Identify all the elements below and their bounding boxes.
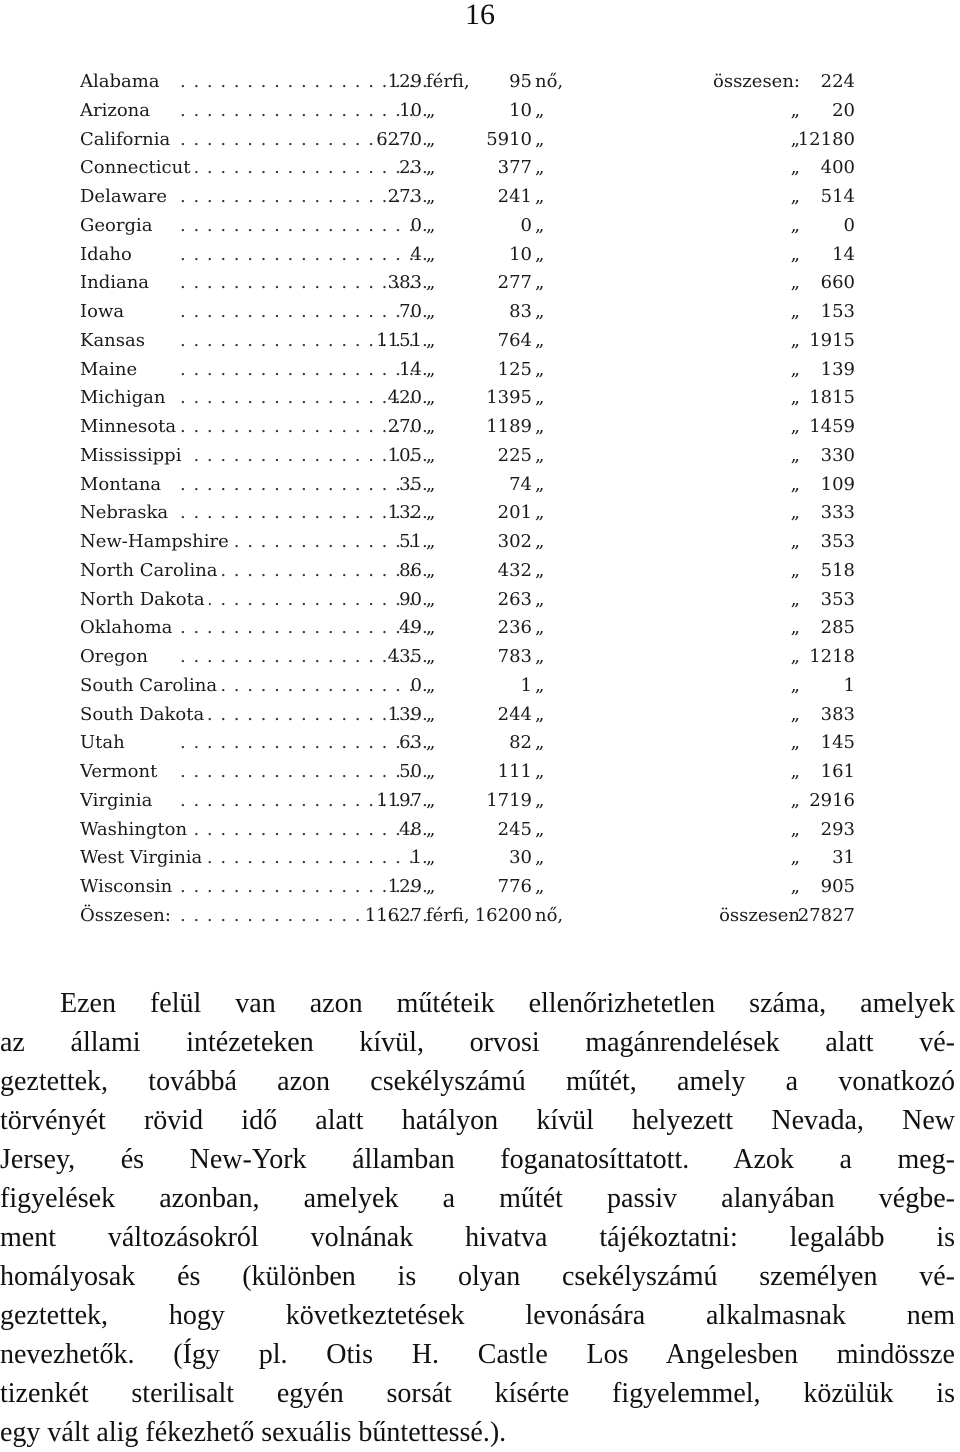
- men-unit: „: [426, 444, 436, 466]
- women-unit: „: [535, 732, 545, 754]
- state-name: [80, 241, 260, 270]
- women-unit: „: [535, 186, 545, 207]
- women-unit: „: [535, 329, 545, 351]
- table-row: [80, 154, 880, 183]
- state-name: [80, 154, 260, 183]
- table-row: [80, 212, 880, 241]
- men-count: 132: [387, 502, 422, 524]
- men-count: 1: [410, 847, 422, 869]
- table-row: [80, 614, 880, 643]
- women-unit: „: [535, 502, 545, 524]
- men-count: 0: [410, 674, 422, 696]
- women-unit: „: [535, 358, 545, 380]
- total-count: 145: [820, 732, 855, 754]
- women-unit: „: [535, 818, 545, 840]
- men-unit: „: [426, 559, 436, 581]
- total-unit: „: [790, 99, 800, 121]
- state-name: [80, 672, 260, 701]
- women-count: 236: [497, 617, 532, 639]
- paragraph-line: ment változásokról volnának hivatva tájékoztatni: legalább is: [0, 1222, 955, 1253]
- state-label: Mississippi: [80, 445, 185, 466]
- total-unit: „: [790, 789, 800, 811]
- men-unit: „: [426, 818, 436, 840]
- women-count: 776: [497, 876, 532, 897]
- paragraph-line: figyelések azonban, amelyek a műtét passiv alanyában végbe-: [0, 1183, 955, 1214]
- men-count: 0: [410, 214, 422, 236]
- men-count: 86: [399, 559, 422, 581]
- men-unit: „: [426, 416, 436, 437]
- total-count: 353: [820, 531, 855, 552]
- total-count: 27827: [797, 904, 855, 926]
- men-count: 273: [387, 186, 422, 207]
- women-count: 111: [497, 761, 532, 782]
- women-count: 95: [509, 71, 532, 92]
- state-label: California: [80, 129, 174, 150]
- men-count: 90: [399, 588, 422, 610]
- women-count: 1395: [486, 387, 532, 409]
- state-name: [80, 212, 260, 241]
- total-count: 400: [820, 157, 855, 179]
- women-unit: „: [535, 674, 545, 696]
- women-count: 30: [509, 847, 532, 869]
- total-count: 353: [820, 588, 855, 610]
- total-unit: „: [790, 301, 800, 322]
- total-count: 518: [820, 559, 855, 581]
- state-name: [80, 413, 260, 442]
- table-row: [80, 701, 880, 730]
- women-unit: „: [535, 272, 545, 294]
- table-row: [80, 126, 880, 155]
- men-count: 63: [399, 732, 422, 754]
- men-unit: „: [426, 387, 436, 409]
- state-label: South Carolina: [80, 675, 221, 696]
- women-unit: „: [535, 128, 545, 150]
- women-count: 377: [497, 157, 532, 179]
- total-unit: „: [790, 358, 800, 380]
- men-unit: „: [426, 789, 436, 811]
- state-label: North Carolina: [80, 560, 222, 581]
- total-count: 153: [820, 301, 855, 322]
- women-unit: nő,: [535, 904, 564, 926]
- state-name: [80, 557, 260, 586]
- state-name: [80, 902, 260, 931]
- women-unit: „: [535, 789, 545, 811]
- total-unit: „: [790, 329, 800, 351]
- state-label: Maine: [80, 359, 141, 380]
- total-unit: „: [790, 674, 800, 696]
- men-count: 270: [387, 416, 422, 437]
- state-name: [80, 327, 260, 356]
- state-name: [80, 758, 260, 787]
- table-row: [80, 327, 880, 356]
- women-count: 10: [509, 99, 532, 121]
- state-label: Arizona: [80, 100, 154, 121]
- paragraph-line: geztettek, hogy következtetések levonására alkalmasnak nem: [0, 1300, 955, 1331]
- table-row: [80, 241, 880, 270]
- state-label: Iowa: [80, 301, 128, 322]
- total-count: 905: [820, 876, 855, 897]
- state-name: [80, 499, 260, 528]
- state-name: [80, 356, 260, 385]
- men-unit: „: [426, 732, 436, 754]
- state-name: [80, 183, 260, 212]
- women-unit: „: [535, 214, 545, 236]
- table-row: [80, 816, 880, 845]
- total-count: 333: [820, 502, 855, 524]
- total-count: 14: [832, 243, 855, 265]
- state-name: [80, 643, 260, 672]
- paragraph-line: egy vált alig fékezhető sexuális bűntettessé.).: [0, 1417, 507, 1448]
- state-label: Georgia: [80, 215, 156, 236]
- state-name: [80, 269, 260, 298]
- women-count: 432: [497, 559, 532, 581]
- men-unit: „: [426, 761, 436, 782]
- men-count: 1151: [376, 329, 422, 351]
- state-label: Oklahoma: [80, 617, 176, 638]
- state-name: [80, 701, 260, 730]
- paragraph-line: az állami intézeteken kívül, orvosi magánrendelések alatt vé-: [0, 1027, 955, 1058]
- state-name: [80, 816, 260, 845]
- state-label: Connecticut: [80, 157, 194, 178]
- state-label: Virginia: [80, 790, 156, 811]
- state-label: Oregon: [80, 646, 152, 667]
- women-count: 764: [497, 329, 532, 351]
- paragraph-line: törvényét rövid idő alatt hatályon kívül helyezett Nevada, New: [0, 1105, 955, 1136]
- total-count: 161: [820, 761, 855, 782]
- men-count: 129: [387, 71, 422, 92]
- women-unit: „: [535, 473, 545, 495]
- state-label: West Virginia: [80, 847, 206, 868]
- table-row: [80, 356, 880, 385]
- state-label: Minnesota: [80, 416, 180, 437]
- men-count: 6270: [376, 128, 422, 150]
- table-row: [80, 873, 880, 902]
- state-label: North Dakota: [80, 589, 209, 610]
- women-count: 302: [497, 531, 532, 552]
- state-name: [80, 614, 260, 643]
- state-label: Wisconsin: [80, 876, 176, 897]
- women-unit: „: [535, 617, 545, 639]
- women-unit: „: [535, 99, 545, 121]
- men-count: 11627: [364, 904, 422, 926]
- total-unit: „: [790, 761, 800, 782]
- state-label: Indiana: [80, 272, 153, 293]
- sterilization-table: [80, 68, 880, 931]
- state-name: [80, 126, 260, 155]
- men-unit: „: [426, 243, 436, 265]
- total-count: 224: [820, 71, 855, 92]
- table-row: [80, 499, 880, 528]
- men-unit: „: [426, 674, 436, 696]
- total-unit: összesen: [719, 904, 800, 926]
- total-unit: „: [790, 387, 800, 409]
- women-count: 16200: [474, 904, 532, 926]
- women-unit: „: [535, 703, 545, 725]
- women-unit: „: [535, 444, 545, 466]
- total-unit: „: [790, 157, 800, 179]
- total-unit: „: [790, 732, 800, 754]
- page-number: 16: [465, 0, 495, 31]
- total-unit: „: [790, 128, 800, 150]
- paragraph-line: tizenkét sterilisalt egyén sorsát kísérte figyelemmel, közülük is: [0, 1378, 955, 1409]
- table-total-row: [80, 902, 880, 931]
- state-label: Michigan: [80, 387, 169, 408]
- state-name: [80, 384, 260, 413]
- total-unit: „: [790, 531, 800, 552]
- women-unit: „: [535, 847, 545, 869]
- total-unit: „: [790, 272, 800, 294]
- women-count: 83: [509, 301, 532, 322]
- total-count: 2916: [809, 789, 855, 811]
- table-row: [80, 528, 880, 557]
- table-row: [80, 68, 880, 97]
- total-unit: „: [790, 818, 800, 840]
- total-count: 293: [820, 818, 855, 840]
- state-label: Washington: [80, 819, 191, 840]
- total-unit: „: [790, 876, 800, 897]
- table-row: [80, 787, 880, 816]
- men-count: 50: [399, 761, 422, 782]
- men-count: 420: [387, 387, 422, 409]
- table-row: [80, 672, 880, 701]
- men-unit: „: [426, 847, 436, 869]
- total-unit: „: [790, 444, 800, 466]
- men-unit: „: [426, 358, 436, 380]
- table-row: [80, 758, 880, 787]
- men-unit: férfi,: [426, 71, 470, 92]
- total-count: 514: [820, 186, 855, 207]
- men-unit: „: [426, 301, 436, 322]
- men-unit: „: [426, 157, 436, 179]
- men-count: 1197: [376, 789, 422, 811]
- men-count: 35: [399, 473, 422, 495]
- women-unit: „: [535, 416, 545, 437]
- state-name: [80, 68, 260, 97]
- table-row: [80, 729, 880, 758]
- table-row: [80, 298, 880, 327]
- state-label: Összesen:: [80, 905, 175, 926]
- paragraph-line: Ezen felül van azon műtéteik ellenőrizhetetlen száma, amelyek: [60, 988, 955, 1019]
- state-name: [80, 586, 260, 615]
- men-unit: „: [426, 272, 436, 294]
- state-label: Kansas: [80, 330, 149, 351]
- total-count: 383: [820, 703, 855, 725]
- men-unit: „: [426, 703, 436, 725]
- men-count: 49: [399, 617, 422, 639]
- state-name: [80, 528, 260, 557]
- women-count: 1719: [486, 789, 532, 811]
- women-count: 201: [497, 502, 532, 524]
- total-count: 1915: [809, 329, 855, 351]
- state-label: Delaware: [80, 186, 171, 207]
- women-count: 5910: [486, 128, 532, 150]
- women-count: 125: [497, 358, 532, 380]
- table-row: [80, 643, 880, 672]
- table-row: [80, 384, 880, 413]
- table-row: [80, 442, 880, 471]
- table-row: [80, 557, 880, 586]
- women-unit: „: [535, 157, 545, 179]
- state-label: South Dakota: [80, 704, 208, 725]
- women-count: 10: [509, 243, 532, 265]
- women-count: 783: [497, 646, 532, 667]
- table-row: [80, 183, 880, 212]
- total-unit: „: [790, 703, 800, 725]
- total-unit: „: [790, 186, 800, 207]
- total-count: 1: [843, 674, 855, 696]
- state-label: Montana: [80, 474, 165, 495]
- men-unit: „: [426, 502, 436, 524]
- women-unit: „: [535, 243, 545, 265]
- paragraph-line: geztettek, továbbá azon csekélyszámú műtét, amely a vonatkozó: [0, 1066, 955, 1097]
- state-label: Utah: [80, 732, 129, 753]
- total-count: 109: [820, 473, 855, 495]
- state-name: [80, 873, 260, 902]
- paragraph-line: homályosak és (különben is olyan csekélyszámú személyen vé-: [0, 1261, 955, 1292]
- men-count: 105: [387, 444, 422, 466]
- state-name: [80, 729, 260, 758]
- total-unit: „: [790, 502, 800, 524]
- state-label: New-Hampshire: [80, 531, 233, 552]
- total-count: 20: [832, 99, 855, 121]
- paragraph-line: Jersey, és New-York államban foganatosíttatott. Azok a meg-: [0, 1144, 955, 1175]
- women-unit: nő,: [535, 71, 564, 92]
- women-count: 74: [509, 473, 532, 495]
- total-unit: „: [790, 588, 800, 610]
- women-unit: „: [535, 761, 545, 782]
- total-unit: „: [790, 617, 800, 639]
- men-count: 14: [399, 358, 422, 380]
- total-count: 139: [820, 358, 855, 380]
- total-count: 0: [843, 214, 855, 236]
- total-count: 31: [832, 847, 855, 869]
- men-count: 129: [387, 876, 422, 897]
- women-unit: „: [535, 876, 545, 897]
- men-count: 48: [399, 818, 422, 840]
- women-count: 0: [520, 214, 532, 236]
- women-count: 277: [497, 272, 532, 294]
- total-count: 12180: [797, 128, 855, 150]
- women-unit: „: [535, 387, 545, 409]
- total-count: 285: [820, 617, 855, 639]
- men-unit: férfi,: [426, 904, 470, 926]
- total-unit: „: [790, 847, 800, 869]
- women-count: 244: [497, 703, 532, 725]
- women-count: 241: [497, 186, 532, 207]
- women-count: 263: [497, 588, 532, 610]
- table-row: [80, 586, 880, 615]
- men-unit: „: [426, 128, 436, 150]
- table-row: [80, 471, 880, 500]
- women-unit: „: [535, 559, 545, 581]
- women-unit: „: [535, 301, 545, 322]
- men-unit: „: [426, 588, 436, 610]
- men-count: 23: [399, 157, 422, 179]
- men-count: 51: [399, 531, 422, 552]
- body-paragraph: [0, 984, 955, 1452]
- table-row: [80, 269, 880, 298]
- state-label: Idaho: [80, 244, 136, 265]
- state-name: [80, 442, 260, 471]
- women-count: 225: [497, 444, 532, 466]
- men-unit: „: [426, 186, 436, 207]
- paragraph-line: nevezhetők. (Így pl. Otis H. Castle Los Angelesben mindössze: [0, 1339, 955, 1370]
- men-unit: „: [426, 876, 436, 897]
- state-label: Alabama: [80, 71, 164, 92]
- total-unit: összesen:: [713, 71, 800, 92]
- women-unit: „: [535, 646, 545, 667]
- total-unit: „: [790, 416, 800, 437]
- total-count: 330: [820, 444, 855, 466]
- total-unit: „: [790, 214, 800, 236]
- table-row: [80, 844, 880, 873]
- men-unit: „: [426, 329, 436, 351]
- total-count: 1459: [809, 416, 855, 437]
- men-unit: „: [426, 617, 436, 639]
- women-count: 82: [509, 732, 532, 754]
- men-count: 10: [399, 99, 422, 121]
- women-unit: „: [535, 531, 545, 552]
- total-unit: „: [790, 243, 800, 265]
- men-count: 139: [387, 703, 422, 725]
- men-unit: „: [426, 214, 436, 236]
- state-name: [80, 844, 260, 873]
- men-count: 435: [387, 646, 422, 667]
- table-row: [80, 413, 880, 442]
- table-row: [80, 97, 880, 126]
- women-count: 1: [520, 674, 532, 696]
- total-unit: „: [790, 559, 800, 581]
- men-unit: „: [426, 473, 436, 495]
- men-count: 70: [399, 301, 422, 322]
- total-unit: „: [790, 646, 800, 667]
- women-count: 1189: [486, 416, 532, 437]
- state-name: [80, 97, 260, 126]
- total-count: 660: [820, 272, 855, 294]
- total-unit: „: [790, 473, 800, 495]
- men-unit: „: [426, 531, 436, 552]
- total-count: 1218: [809, 646, 855, 667]
- state-name: [80, 298, 260, 327]
- men-unit: „: [426, 646, 436, 667]
- women-unit: „: [535, 588, 545, 610]
- state-label: Vermont: [80, 761, 161, 782]
- state-name: [80, 471, 260, 500]
- total-count: 1815: [809, 387, 855, 409]
- state-label: Nebraska: [80, 502, 172, 523]
- men-unit: „: [426, 99, 436, 121]
- men-count: 383: [387, 272, 422, 294]
- men-count: 4: [410, 243, 422, 265]
- state-name: [80, 787, 260, 816]
- women-count: 245: [497, 818, 532, 840]
